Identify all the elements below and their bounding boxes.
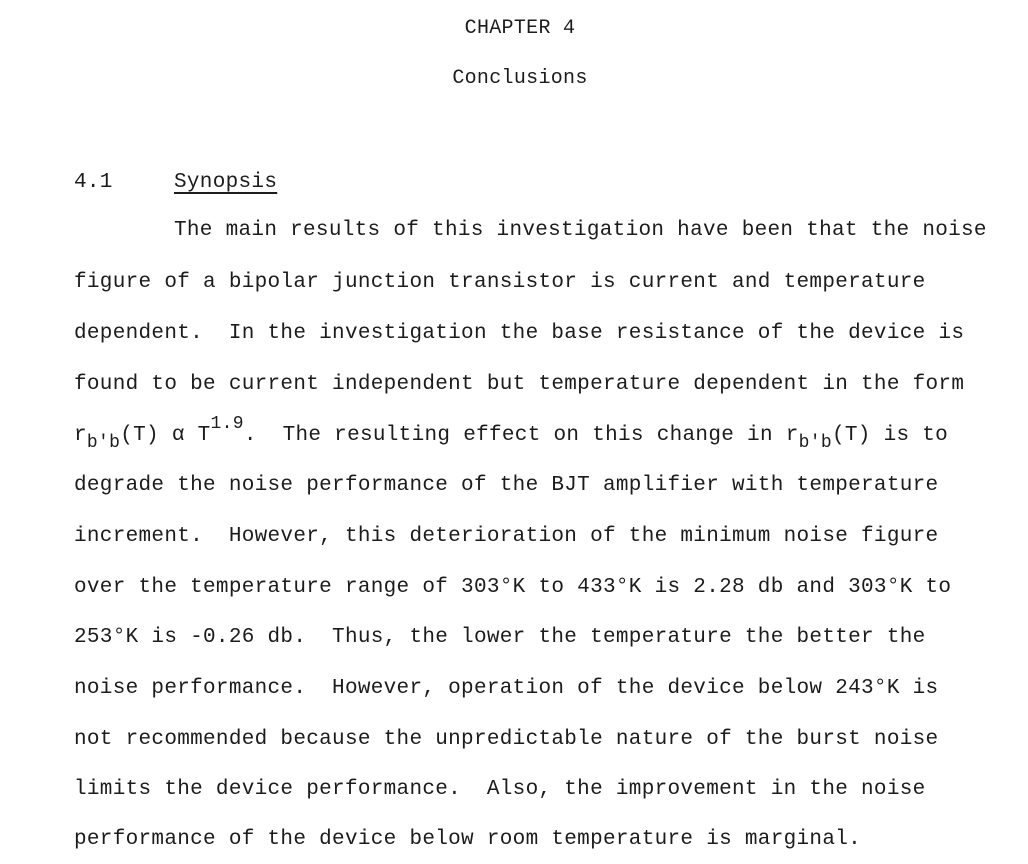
- paragraph-line-2: figure of a bipolar junction transistor is current and temperature: [74, 271, 926, 294]
- proportional-expression: (T) α T: [120, 424, 211, 447]
- paragraph-line-10: noise performance. However, operation of the device below 243°K is: [74, 677, 939, 700]
- paragraph-line-7: increment. However, this deterioration of the minimum noise figure: [74, 525, 939, 548]
- section-number: 4.1: [74, 171, 113, 194]
- temperature-exponent: 1.9: [210, 414, 244, 434]
- paragraph-line-11: not recommended because the unpredictable nature of the burst noise: [74, 728, 939, 751]
- chapter-number: CHAPTER 4: [464, 17, 576, 40]
- paragraph-line-5-formula: [74, 414, 949, 453]
- paragraph-line-4: found to be current independent but temperature dependent in the form: [74, 373, 965, 396]
- section-title: Synopsis: [174, 171, 278, 194]
- line-5-end-text: (T) is to: [831, 424, 949, 447]
- resistance-subscript-2: b'b: [798, 433, 832, 453]
- paragraph-line-1: The main results of this investigation have been that the noise: [174, 219, 987, 242]
- paragraph-line-13: performance of the device below room temperature is marginal.: [74, 828, 862, 851]
- paragraph-line-3: dependent. In the investigation the base resistance of the device is: [74, 322, 965, 345]
- resistance-symbol: r: [74, 424, 87, 447]
- resistance-subscript: b'b: [86, 433, 121, 453]
- paragraph-line-12: limits the device performance. Also, the improvement in the noise: [74, 778, 926, 801]
- resulting-effect-text: . The resulting effect on this change in r: [243, 424, 799, 447]
- chapter-title: Conclusions: [452, 67, 588, 90]
- paragraph-line-6: degrade the noise performance of the BJT amplifier with temperature: [74, 474, 939, 497]
- paragraph-line-8: over the temperature range of 303°K to 433°K is 2.28 db and 303°K to: [74, 576, 952, 599]
- paragraph-line-9: 253°K is -0.26 db. Thus, the lower the temperature the better the: [74, 626, 926, 649]
